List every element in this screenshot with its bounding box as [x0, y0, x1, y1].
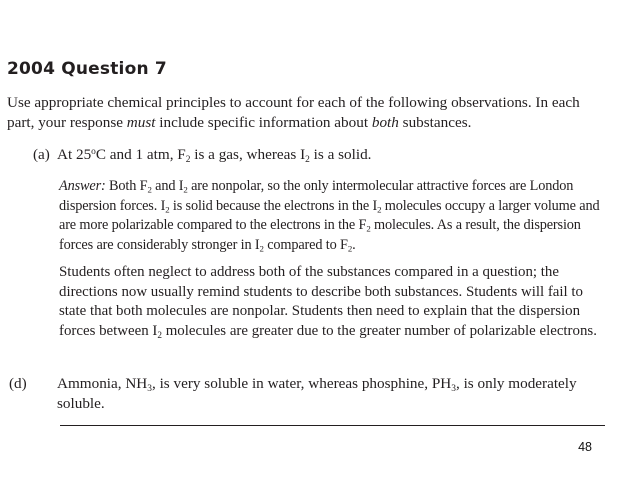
page-number: 48: [578, 440, 592, 454]
part-d-prompt: [9, 374, 602, 413]
subscript: 2: [347, 243, 353, 254]
part-a-answer: [59, 177, 604, 255]
subscript: 2: [165, 204, 170, 215]
subscript: 2: [157, 329, 162, 340]
subscript: 2: [259, 243, 264, 254]
instructions-text: include specific information about: [155, 113, 372, 131]
part-d-text: Ammonia, NH: [57, 375, 148, 392]
subscript: 2: [366, 223, 371, 234]
commentary-text: molecules are greater due to the greater number of polarizable electrons.: [162, 322, 597, 339]
subscript: 2: [183, 184, 188, 195]
answer-text: molecules occupy a larger volume and are more polarizable compared to the electrons in the F: [59, 197, 600, 234]
horizontal-rule: [60, 425, 605, 426]
subscript: 2: [185, 154, 191, 165]
part-d-label: (d): [9, 375, 27, 392]
subscript: 2: [377, 204, 382, 215]
part-d-text: , is only moderately soluble.: [57, 375, 577, 412]
instructions-text: Use appropriate chemical principles to account for each of the following observations. In each part, your response: [7, 94, 580, 131]
question-heading: 2004 Question 7: [7, 59, 167, 79]
part-a-text: C and 1 atm, F: [95, 146, 186, 163]
answer-text: is solid because the electrons in the I: [169, 197, 378, 214]
instructions-emphasis-both: both: [371, 113, 399, 131]
part-a-prompt: [33, 145, 593, 165]
answer-text: are nonpolar, so the only intermolecular attractive forces are London dispersion forces. I: [59, 178, 574, 214]
part-d-text: , is very soluble in water, whereas phosphine, PH: [151, 375, 452, 392]
answer-text: .: [352, 236, 356, 253]
subscript: 2: [147, 184, 152, 195]
answer-text: molecules. As a result, the dispersion forces are considerably stronger in I: [59, 217, 581, 253]
question-instructions: [7, 93, 592, 132]
part-a-text: is a solid.: [309, 146, 372, 163]
instructions-emphasis-must: must: [126, 113, 156, 131]
subscript: 3: [147, 383, 152, 394]
degree-symbol: o: [91, 146, 96, 157]
scoring-commentary: [59, 263, 604, 341]
subscript: 2: [305, 154, 310, 165]
answer-text: Both F: [105, 178, 148, 194]
subscript: 3: [451, 383, 456, 394]
answer-label: Answer:: [59, 178, 106, 194]
commentary-text: Students often neglect to address both of the substances compared in a question; the directions now usually remind students to describe both substances. Students will fail to state that both molecules are nonpolar. Students then need to explain that the dispersion forces between I: [59, 264, 583, 339]
part-a-label: (a): [33, 146, 50, 163]
answer-text: compared to F: [263, 236, 348, 253]
part-a-text: is a gas, whereas I: [190, 146, 306, 163]
part-a-text: At 25: [57, 146, 92, 163]
instructions-text: substances.: [398, 113, 472, 131]
answer-text: and I: [151, 178, 184, 194]
